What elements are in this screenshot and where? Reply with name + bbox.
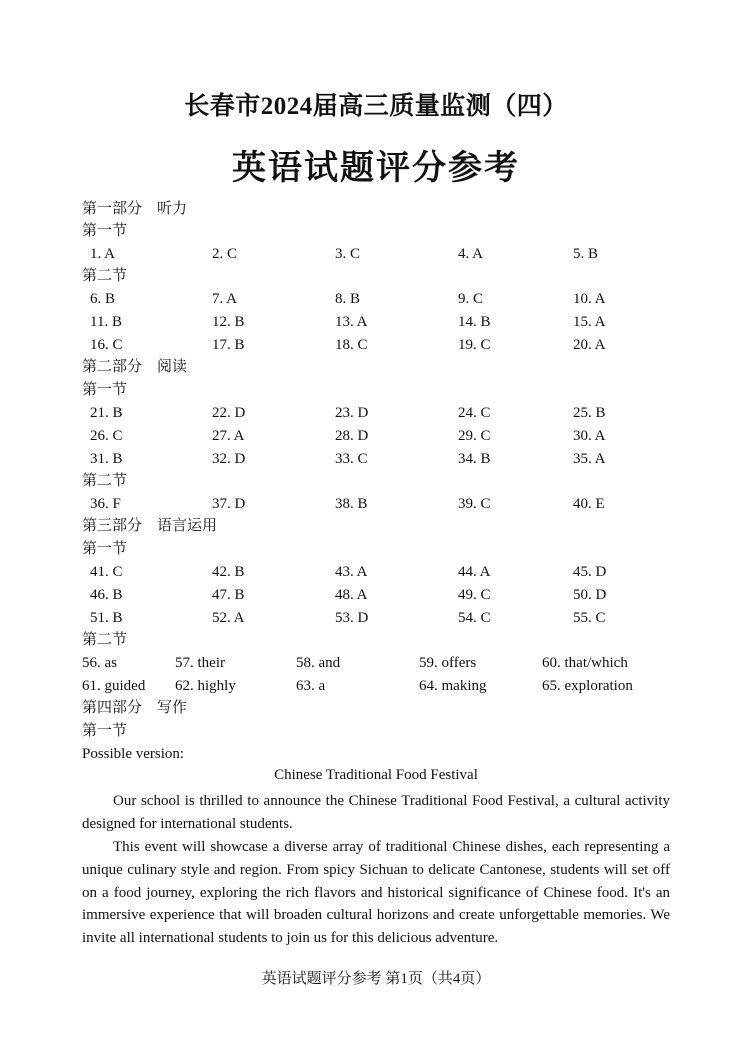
- subsection-heading: 第一节: [82, 723, 128, 739]
- subsection-heading: 第二节: [82, 473, 128, 489]
- essay-paragraph: Our school is thrilled to announce the Chinese Traditional Food Festival, a cultural activity designed for international students.: [82, 793, 670, 832]
- answer-item: 22. D: [212, 405, 246, 421]
- answer-item: 61. guided: [82, 678, 146, 694]
- answer-item: 19. C: [458, 337, 491, 353]
- page-footer: 英语试题评分参考 第1页（共4页）: [261, 971, 491, 987]
- subsection-heading: 第一节: [82, 223, 128, 239]
- answer-item: 6. B: [90, 291, 116, 307]
- answer-item: 45. D: [573, 564, 607, 580]
- answer-item: 33. C: [335, 451, 368, 467]
- answer-item: 58. and: [296, 655, 341, 671]
- answer-item: 36. F: [90, 496, 121, 512]
- answer-item: 32. D: [212, 451, 246, 467]
- possible-version-label: Possible version:: [82, 746, 185, 762]
- answer-item: 43. A: [335, 564, 368, 580]
- answer-item: 9. C: [458, 291, 484, 307]
- subsection-heading: 第一节: [82, 541, 128, 557]
- answer-item: 10. A: [573, 291, 606, 307]
- answer-item: 13. A: [335, 314, 368, 330]
- answer-item: 38. B: [335, 496, 368, 512]
- answer-item: 2. C: [212, 246, 238, 262]
- answer-item: 65. exploration: [542, 678, 633, 694]
- answer-item: 64. making: [419, 678, 487, 694]
- answer-item: 18. C: [335, 337, 368, 353]
- answer-item: 35. A: [573, 451, 606, 467]
- subsection-heading: 第一节: [82, 382, 128, 398]
- answer-item: 20. A: [573, 337, 606, 353]
- answer-item: 15. A: [573, 314, 606, 330]
- answer-item: 47. B: [212, 587, 245, 603]
- answer-item: 60. that/which: [542, 655, 628, 671]
- answer-item: 8. B: [335, 291, 361, 307]
- answer-item: 3. C: [335, 246, 361, 262]
- answer-item: 49. C: [458, 587, 491, 603]
- document-title: 英语试题评分参考: [232, 150, 520, 187]
- answer-item: 34. B: [458, 451, 491, 467]
- section-heading: 第四部分 写作: [82, 700, 188, 716]
- answer-item: 55. C: [573, 610, 606, 626]
- subsection-heading: 第二节: [82, 268, 128, 284]
- answer-item: 51. B: [90, 610, 123, 626]
- answer-item: 4. A: [458, 246, 484, 262]
- answer-item: 63. a: [296, 678, 326, 694]
- answer-item: 28. D: [335, 428, 369, 444]
- answer-item: 37. D: [212, 496, 246, 512]
- answer-item: 27. A: [212, 428, 245, 444]
- answer-item: 11. B: [90, 314, 122, 330]
- exam-title: 长春市2024届高三质量监测（四）: [184, 93, 568, 120]
- answer-item: 14. B: [458, 314, 491, 330]
- answer-item: 24. C: [458, 405, 491, 421]
- answer-item: 57. their: [175, 655, 225, 671]
- answer-item: 39. C: [458, 496, 491, 512]
- answer-item: 54. C: [458, 610, 491, 626]
- answer-item: 21. B: [90, 405, 123, 421]
- answer-item: 48. A: [335, 587, 368, 603]
- answer-item: 59. offers: [419, 655, 477, 671]
- answer-item: 5. B: [573, 246, 599, 262]
- answer-item: 41. C: [90, 564, 123, 580]
- answer-item: 46. B: [90, 587, 123, 603]
- answer-item: 44. A: [458, 564, 491, 580]
- answer-item: 40. E: [573, 496, 605, 512]
- answer-item: 30. A: [573, 428, 606, 444]
- answer-item: 12. B: [212, 314, 245, 330]
- subsection-heading: 第二节: [82, 632, 128, 648]
- section-heading: 第一部分 听力: [82, 201, 188, 217]
- answer-item: 52. A: [212, 610, 245, 626]
- answer-item: 62. highly: [175, 678, 236, 694]
- answer-item: 50. D: [573, 587, 607, 603]
- answer-item: 29. C: [458, 428, 491, 444]
- essay-title: Chinese Traditional Food Festival: [274, 767, 478, 783]
- answer-item: 53. D: [335, 610, 369, 626]
- section-heading: 第三部分 语言运用: [82, 518, 218, 534]
- answer-item: 1. A: [90, 246, 116, 262]
- answer-item: 7. A: [212, 291, 238, 307]
- answer-item: 56. as: [82, 655, 117, 671]
- answer-item: 26. C: [90, 428, 123, 444]
- section-heading: 第二部分 阅读: [82, 359, 188, 375]
- answer-item: 25. B: [573, 405, 606, 421]
- answer-item: 23. D: [335, 405, 369, 421]
- answer-item: 17. B: [212, 337, 245, 353]
- answer-item: 42. B: [212, 564, 245, 580]
- answer-item: 31. B: [90, 451, 123, 467]
- essay-paragraph: This event will showcase a diverse array of traditional Chinese dishes, each representing a unique culinary style and region. From spicy Sichuan to delicate Cantonese, students will set off on a food journey, exploring the rich flavors and historical significance of Chinese food. It's an immersive experience that will broaden cultural horizons and create unforgettable memories. We invite all international students to join us for this delicious adventure.: [82, 839, 670, 947]
- answer-item: 16. C: [90, 337, 123, 353]
